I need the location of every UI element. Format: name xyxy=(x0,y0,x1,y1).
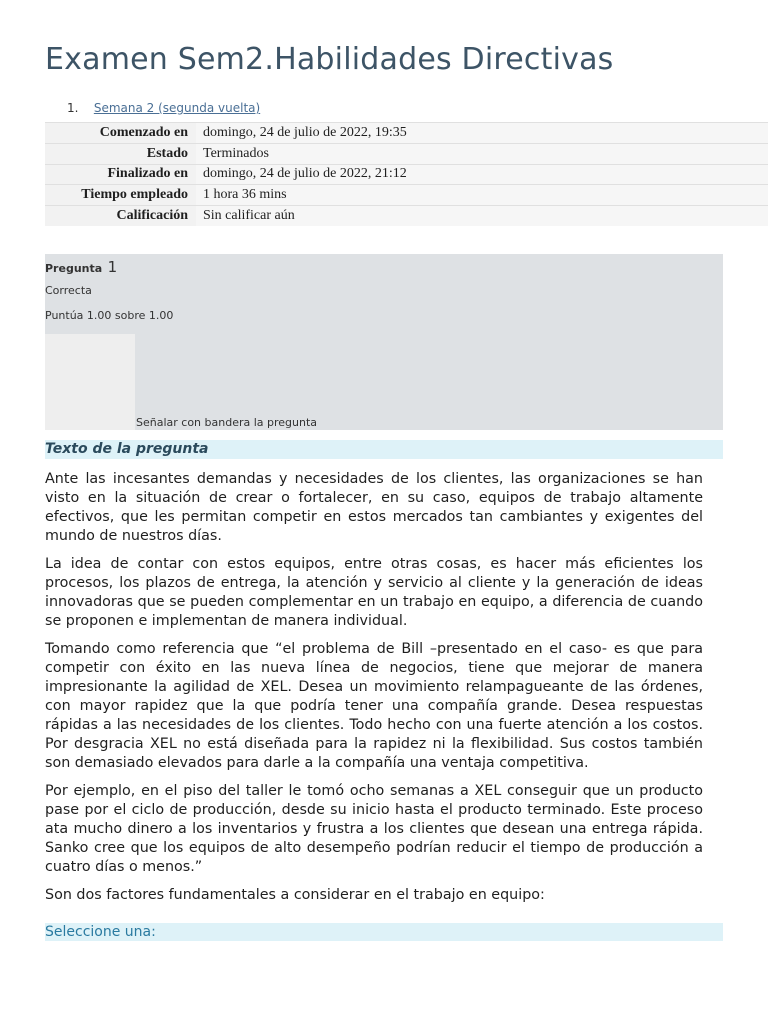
flag-icon-area[interactable] xyxy=(45,334,135,430)
summary-label: Estado xyxy=(45,143,196,164)
summary-label: Finalizado en xyxy=(45,164,196,185)
question-state: Correcta xyxy=(45,284,92,297)
question-paragraph: Ante las incesantes demandas y necesidades de los clientes, las organizaciones se han visto en la situación de crear o fortalecer, en su caso, equipos de trabajo altamente efectivos, que les permitan competir en estos mercados tan cambiantes y exigentes del mundo de nuestros días. xyxy=(45,471,703,544)
question-text xyxy=(45,470,703,914)
question-number: 1 xyxy=(107,258,118,276)
summary-value: domingo, 24 de julio de 2022, 19:35 xyxy=(196,123,768,144)
summary-row-started xyxy=(45,123,768,144)
question-prompt: Son dos factores fundamentales a considerar en el trabajo en equipo: xyxy=(45,887,545,903)
summary-value: Terminados xyxy=(196,143,768,164)
question-paragraph: Tomando como referencia que “el problema de Bill –presentado en el caso- es que para competir con éxito en las nueva línea de negocios, tiene que mejorar de manera impresionante la agilidad de XEL. Desea un movimiento relampagueante de las órdenes, con mayor rapidez que la que podría tener una compañía grande. Desea respuestas rápidas a las necesidades de los clientes. Todo hecho con una fuerte atención a los costos. Por desgracia XEL no está diseñada para la rapidez ni la flexibilidad. Sus costos también son demasiado elevados para darle a la compañía una ventaja competitiva. xyxy=(45,641,703,771)
select-one-prompt: Seleccione una: xyxy=(45,923,723,941)
question-paragraph: Por ejemplo, en el piso del taller le tomó ocho semanas a XEL conseguir que un producto pase por el ciclo de producción, desde su inicio hasta el producto terminado. Este proceso ata mucho dinero a los inventarios y frustra a los clientes que desean una entrega rápida. Sanko cree que los equipos de alto desempeño podrían reducir el tiempo de producción a cuatro días o menos.” xyxy=(45,783,703,875)
summary-label: Calificación xyxy=(45,206,196,227)
summary-value: domingo, 24 de julio de 2022, 21:12 xyxy=(196,164,768,185)
breadcrumb-link-semana-2[interactable]: Semana 2 (segunda vuelta) xyxy=(93,101,261,115)
summary-row-finished xyxy=(45,164,768,185)
question-paragraph: La idea de contar con estos equipos, entre otras cosas, es hacer más eficientes los procesos, los plazos de entrega, la atención y servicio al cliente y la generación de ideas innovadoras que se pueden complementar en un trabajo en equipo, a diferencia de cuando se proponen e implementan de manera individual. xyxy=(45,556,703,629)
summary-value: 1 hora 36 mins xyxy=(196,185,768,206)
summary-label: Comenzado en xyxy=(45,123,196,144)
summary-row-state xyxy=(45,143,768,164)
flag-question-link[interactable]: Señalar con bandera la pregunta xyxy=(136,416,318,429)
question-label: Pregunta xyxy=(45,262,103,275)
question-number-label xyxy=(45,258,117,276)
page-title: Examen Sem2.Habilidades Directivas xyxy=(45,42,614,77)
question-text-header: Texto de la pregunta xyxy=(45,440,723,459)
summary-row-time-taken xyxy=(45,185,768,206)
summary-row-grade xyxy=(45,206,768,227)
summary-value: Sin calificar aún xyxy=(196,206,768,227)
summary-label: Tiempo empleado xyxy=(45,185,196,206)
question-grade: Puntúa 1.00 sobre 1.00 xyxy=(45,309,174,322)
breadcrumb-number: 1. xyxy=(67,101,79,115)
breadcrumb xyxy=(67,101,260,115)
attempt-summary-table xyxy=(45,122,768,226)
question-info-panel xyxy=(45,254,723,430)
